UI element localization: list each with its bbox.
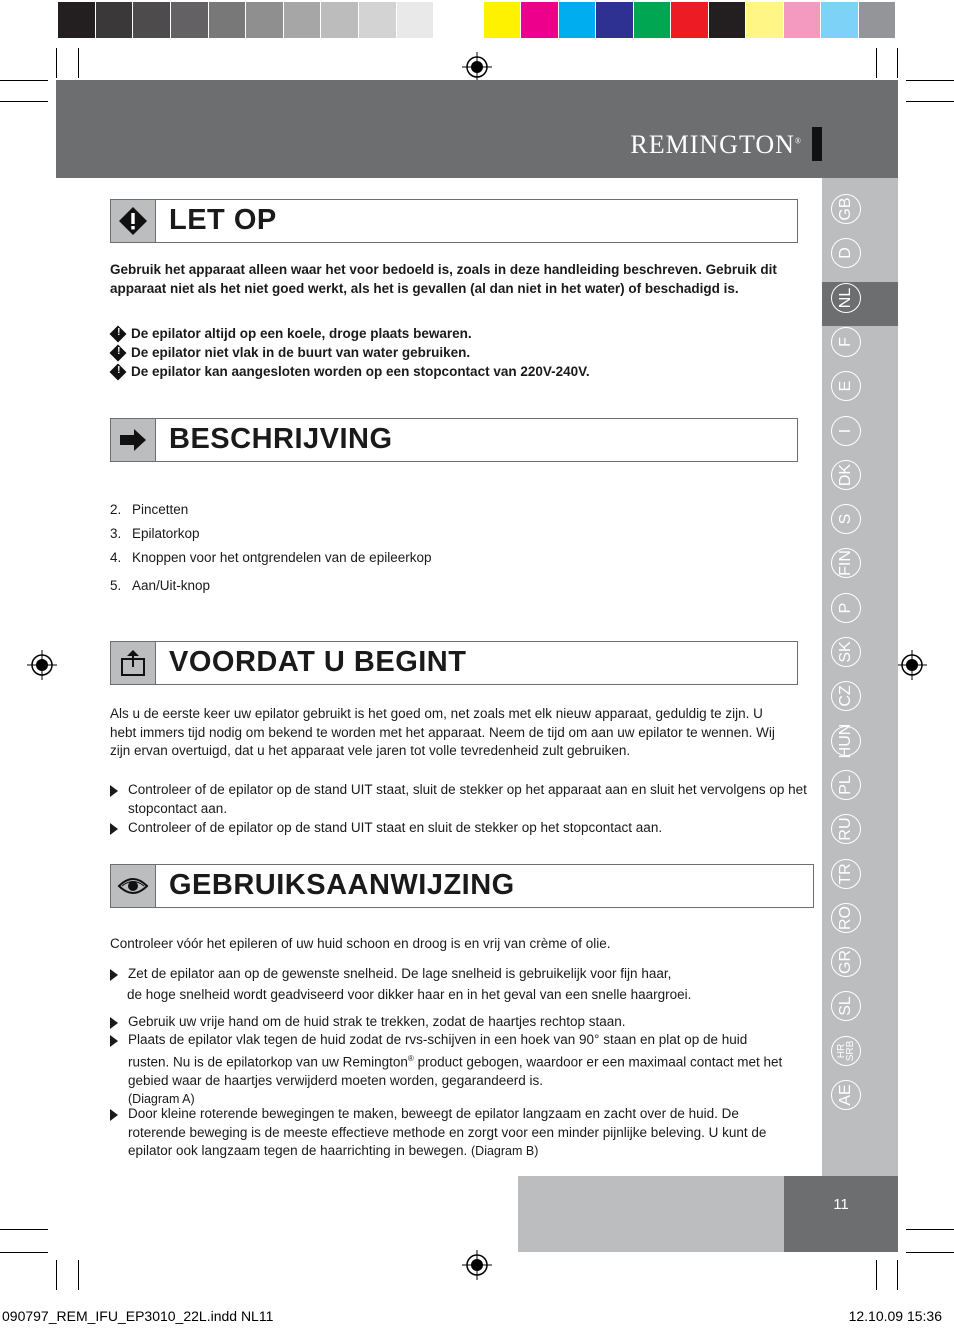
language-tab-hr-srb[interactable]: HR SRB <box>831 1036 861 1066</box>
bullet-arrow-icon <box>110 823 118 835</box>
file-slug: 090797_REM_IFU_EP3010_22L.indd NL11 <box>2 1308 274 1324</box>
list-item <box>110 550 431 565</box>
page-number: 11 <box>833 1196 849 1213</box>
color-swatch <box>171 2 209 38</box>
bullet-text: Plaats de epilator vlak tegen de huid zodat de rvs-schijven in een hoek van 90° staan en plat op de huid rusten. Nu is de epilatorkop van uw Remington <box>128 1032 748 1069</box>
bullet-item <box>110 1105 790 1161</box>
page-number-box <box>784 1176 898 1252</box>
bullet-item <box>110 1031 790 1109</box>
color-swatch <box>784 2 821 38</box>
language-tab-f[interactable]: F <box>831 327 861 357</box>
warning-icon <box>110 344 127 361</box>
bullet-arrow-icon <box>110 1035 118 1047</box>
bullet-continuation: de hoge snelheid wordt geadviseerd voor dikker haar en in het geval van een snelle haargroei. <box>127 987 692 1002</box>
let-op-intro: Gebruik het apparaat alleen waar het voor bedoeld is, zoals in deze handleiding beschreven. Gebruik dit apparaat niet als het niet goed werkt, als het is gevallen (al dan niet in het water) of beschadigd is. <box>110 262 777 296</box>
section-header-gebruik <box>110 864 814 908</box>
list-number: 5. <box>110 578 122 593</box>
warning-icon <box>110 363 127 380</box>
brand-logo-mark: ® <box>794 136 802 146</box>
crop-mark <box>0 101 48 102</box>
page-header <box>56 80 898 178</box>
date-slug: 12.10.09 15:36 <box>848 1308 942 1324</box>
crop-mark <box>906 80 954 81</box>
list-text: Knoppen voor het ontgrendelen van de epileerkop <box>132 550 432 565</box>
section-header-beschrijving <box>110 418 798 462</box>
color-swatch <box>58 2 96 38</box>
color-swatch <box>671 2 708 38</box>
language-tab-gr[interactable]: GR <box>831 947 861 977</box>
list-number: 4. <box>110 550 122 565</box>
language-sidebar <box>822 178 898 1176</box>
color-swatch <box>709 2 746 38</box>
bullet-item <box>110 965 808 984</box>
bullet-item <box>110 1013 808 1032</box>
language-tab-gb[interactable]: GB <box>831 194 861 224</box>
crop-mark <box>876 1260 877 1290</box>
color-swatch <box>521 2 558 38</box>
color-swatch <box>321 2 359 38</box>
language-tab-ro[interactable]: RO <box>831 903 861 933</box>
crop-mark <box>0 1252 48 1253</box>
language-tab-dk[interactable]: DK <box>831 460 861 490</box>
crop-mark <box>56 48 57 78</box>
diagram-reference: (Diagram B) <box>471 1144 539 1158</box>
crop-mark <box>897 48 898 78</box>
warning-item <box>110 364 590 379</box>
eye-icon <box>111 865 156 907</box>
language-tab-d[interactable]: D <box>831 238 861 268</box>
color-swatch <box>821 2 858 38</box>
section-title: LET OP <box>169 204 277 236</box>
list-number: 3. <box>110 526 122 541</box>
language-tab-e[interactable]: E <box>831 371 861 401</box>
language-tab-hun[interactable]: HUN <box>831 726 861 756</box>
color-swatch <box>859 2 896 38</box>
list-number: 2. <box>110 502 122 517</box>
crop-mark <box>876 48 877 78</box>
color-swatch <box>559 2 596 38</box>
warning-icon <box>111 200 156 242</box>
registration-mark-icon <box>462 1250 492 1280</box>
language-tab-sk[interactable]: SK <box>831 637 861 667</box>
registration-mark-icon <box>462 52 492 82</box>
crop-mark <box>906 1252 954 1253</box>
color-swatch <box>246 2 284 38</box>
bullet-text: Door kleine roterende bewegingen te maken, beweegt de epilator langzaam en zacht over de huid. De roterende beweging is de meeste effectieve methode en zorgt voor een minder pijnlijke beleving. U kunt de epilator ook langzaam tegen de haarrichting in bewegen. <box>128 1106 767 1158</box>
list-text: Pincetten <box>132 502 189 517</box>
footer-band <box>518 1176 784 1252</box>
warning-text: De epilator kan aangesloten worden op een stopcontact van 220V-240V. <box>131 364 590 379</box>
color-swatch <box>96 2 134 38</box>
color-swatch <box>484 2 521 38</box>
box-with-arrow-icon <box>111 642 156 684</box>
language-tab-p[interactable]: P <box>831 593 861 623</box>
bullet-text: Controleer of de epilator op de stand UIT staat, sluit de stekker op het apparaat aan en sluit het vervolgens op het stopcontact aan. <box>128 782 807 816</box>
diagram-reference: (Diagram A) <box>128 1092 195 1106</box>
list-item <box>110 502 188 517</box>
section-header-voordat <box>110 641 798 685</box>
registration-mark-icon <box>897 650 927 680</box>
bullet-text: Gebruik uw vrije hand om de huid strak te trekken, zodat de haartjes rechtop staan. <box>128 1014 626 1029</box>
bullet-text: product gebogen, waardoor er een maximaal contact met het gebied waar de haartjes verwijderd moeten worden, gegarandeerd is. <box>128 1054 783 1088</box>
crop-mark <box>56 1260 57 1290</box>
gray-calibration-bar <box>58 2 472 38</box>
registration-mark-icon <box>27 650 57 680</box>
color-swatch <box>133 2 171 38</box>
crop-mark <box>78 1260 79 1290</box>
color-swatch <box>209 2 247 38</box>
bullet-text: Zet de epilator aan op de gewenste snelheid. De lage snelheid is gebruikelijk voor fijn haar, <box>128 966 672 981</box>
bullet-item <box>110 819 808 838</box>
color-swatch <box>634 2 671 38</box>
bullet-arrow-icon <box>110 1017 118 1029</box>
crop-mark <box>906 101 954 102</box>
color-swatch <box>284 2 322 38</box>
color-swatch <box>596 2 633 38</box>
language-tab-nl[interactable]: NL <box>831 283 861 313</box>
list-item <box>110 578 210 593</box>
section-title: BESCHRIJVING <box>169 423 393 455</box>
language-tab-ae[interactable]: AE <box>831 1080 861 1110</box>
bullet-text: Controleer of de epilator op de stand UIT staat en sluit de stekker op het stopcontact aan. <box>128 820 663 835</box>
bullet-arrow-icon <box>110 1109 118 1121</box>
color-swatch <box>746 2 783 38</box>
crop-mark <box>78 48 79 78</box>
crop-mark <box>897 1260 898 1290</box>
section-header-let-op <box>110 199 798 243</box>
voordat-intro: Als u de eerste keer uw epilator gebruikt is het goed om, net zoals met elk nieuw apparaat, geduldig te zijn. U hebt immers tijd nodig om bekend te worden met het apparaat. Neem de tijd om aan uw epilator te wennen. Wij zijn ervan overtuigd, dat u het apparaat vele jaren tot volle tevredenheid zult gebruiken. <box>110 706 775 758</box>
language-tab-ru[interactable]: RU <box>831 814 861 844</box>
warning-item <box>110 326 472 341</box>
list-item <box>110 526 200 541</box>
color-swatch <box>359 2 397 38</box>
language-tab-fin[interactable]: FIN <box>831 548 861 578</box>
language-tab-tr[interactable]: TR <box>831 859 861 889</box>
color-calibration-bar <box>484 2 896 38</box>
warning-item <box>110 345 470 360</box>
arrow-right-icon <box>111 419 156 461</box>
bullet-arrow-icon <box>110 969 118 981</box>
warning-text: De epilator altijd op een koele, droge plaats bewaren. <box>131 326 472 341</box>
language-tab-i[interactable]: I <box>831 416 861 446</box>
list-text: Epilatorkop <box>132 526 200 541</box>
gebruik-intro: Controleer vóór het epileren of uw huid schoon en droog is en vrij van crème of olie. <box>110 936 611 951</box>
language-tab-pl[interactable]: PL <box>831 770 861 800</box>
brand-logo-bar <box>812 127 822 161</box>
section-title: GEBRUIKSAANWIJZING <box>169 869 515 901</box>
brand-logo-text: REMINGTON <box>630 130 795 159</box>
brand-logo <box>630 130 802 160</box>
crop-mark <box>906 1229 954 1230</box>
section-title: VOORDAT U BEGINT <box>169 646 467 678</box>
registered-mark: ® <box>407 1053 414 1063</box>
bullet-arrow-icon <box>110 785 118 797</box>
color-swatch <box>434 2 472 38</box>
crop-mark <box>0 1229 48 1230</box>
warning-icon <box>110 325 127 342</box>
warning-text: De epilator niet vlak in de buurt van water gebruiken. <box>131 345 471 360</box>
language-tab-s[interactable]: S <box>831 504 861 534</box>
color-swatch <box>397 2 435 38</box>
crop-mark <box>0 80 48 81</box>
language-tab-cz[interactable]: CZ <box>831 681 861 711</box>
language-tab-sl[interactable]: SL <box>831 991 861 1021</box>
bullet-item <box>110 781 808 818</box>
list-text: Aan/Uit-knop <box>132 578 211 593</box>
